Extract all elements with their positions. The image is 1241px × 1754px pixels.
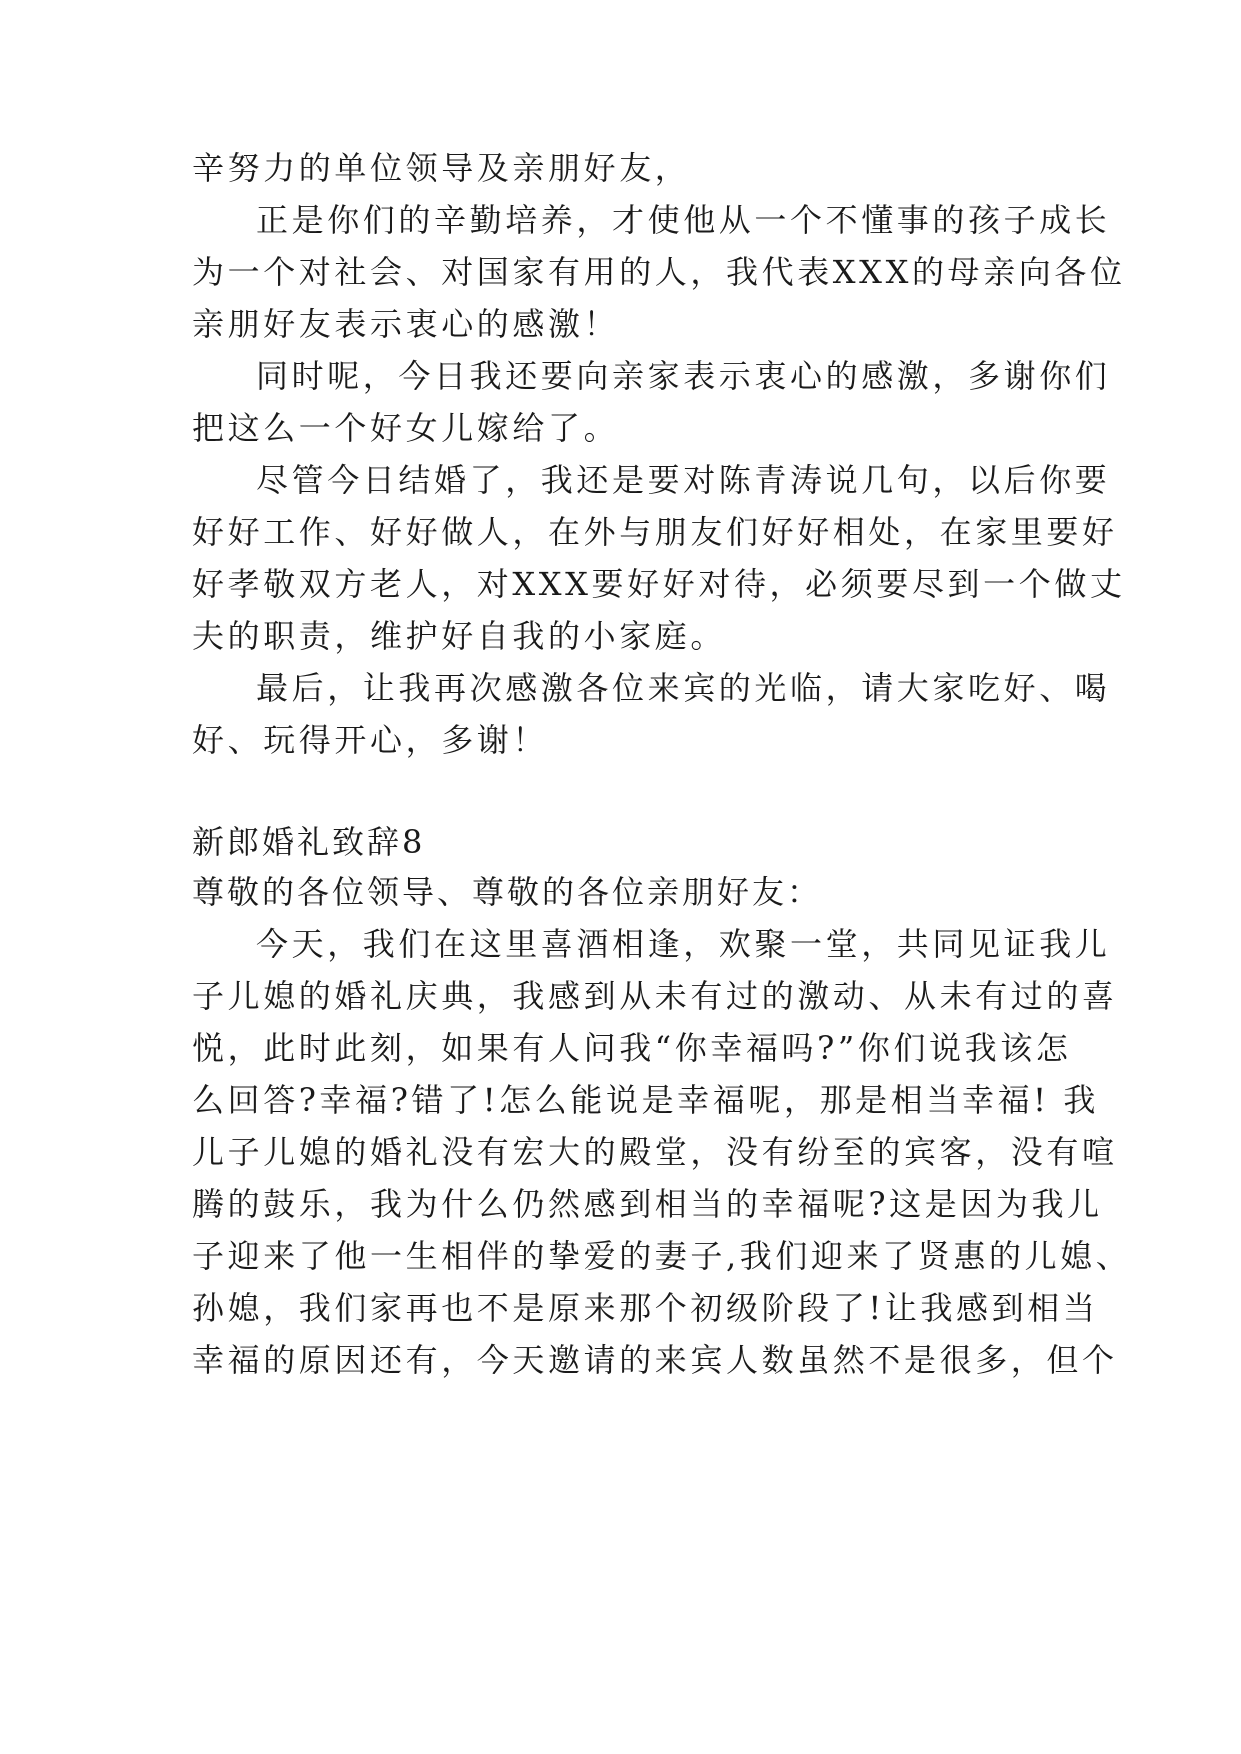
text-line: 幸福的原因还有，今天邀请的来宾人数虽然不是很多，但个 [192,1341,1118,1379]
text-line: 好好工作、好好做人，在外与朋友们好好相处，在家里要好 [192,513,1118,551]
text-line: 悦，此时此刻，如果有人问我“你幸福吗?”你们说我该怎 [192,1029,1072,1067]
text-line: 么回答?幸福?错了!怎么能说是幸福呢，那是相当幸福! 我 [192,1081,1100,1119]
text-line: 好、玩得开心，多谢！ [192,721,549,759]
text-line: 为一个对社会、对国家有用的人，我代表XXX的母亲向各位 [192,253,1126,291]
text-line: 儿子儿媳的婚礼没有宏大的殿堂，没有纷至的宾客，没有喧 [192,1133,1118,1171]
text-line: 辛努力的单位领导及亲朋好友， [192,149,691,187]
paragraph-start-line: 正是你们的辛勤培养，才使他从一个不懂事的孩子成长 [256,201,1111,239]
paragraph-start-line: 尽管今日结婚了，我还是要对陈青涛说几句，以后你要 [256,461,1111,499]
salutation: 尊敬的各位领导、尊敬的各位亲朋好友： [192,873,823,911]
text-line: 孙媳，我们家再也不是原来那个初级阶段了!让我感到相当 [192,1289,1099,1327]
text-line: 子迎来了他一生相伴的挚爱的妻子,我们迎来了贤惠的儿媳、 [192,1237,1132,1275]
text-line: 腾的鼓乐，我为什么仍然感到相当的幸福呢?这是因为我儿 [192,1185,1103,1223]
paragraph-start-line: 最后，让我再次感激各位来宾的光临，请大家吃好、喝 [256,669,1111,707]
text-line: 好孝敬双方老人，对XXX要好好对待，必须要尽到一个做丈 [192,565,1126,603]
section-title: 新郎婚礼致辞8 [192,823,426,861]
text-line: 子儿媳的婚礼庆典，我感到从未有过的激动、从未有过的喜 [192,977,1118,1015]
paragraph-start-line: 今天，我们在这里喜酒相逢，欢聚一堂，共同见证我儿 [256,925,1111,963]
text-line: 亲朋好友表示衷心的感激！ [192,305,620,343]
text-line: 夫的职责，维护好自我的小家庭。 [192,617,727,655]
paragraph-start-line: 同时呢，今日我还要向亲家表示衷心的感激，多谢你们 [256,357,1111,395]
text-line: 把这么一个好女儿嫁给了。 [192,409,620,447]
